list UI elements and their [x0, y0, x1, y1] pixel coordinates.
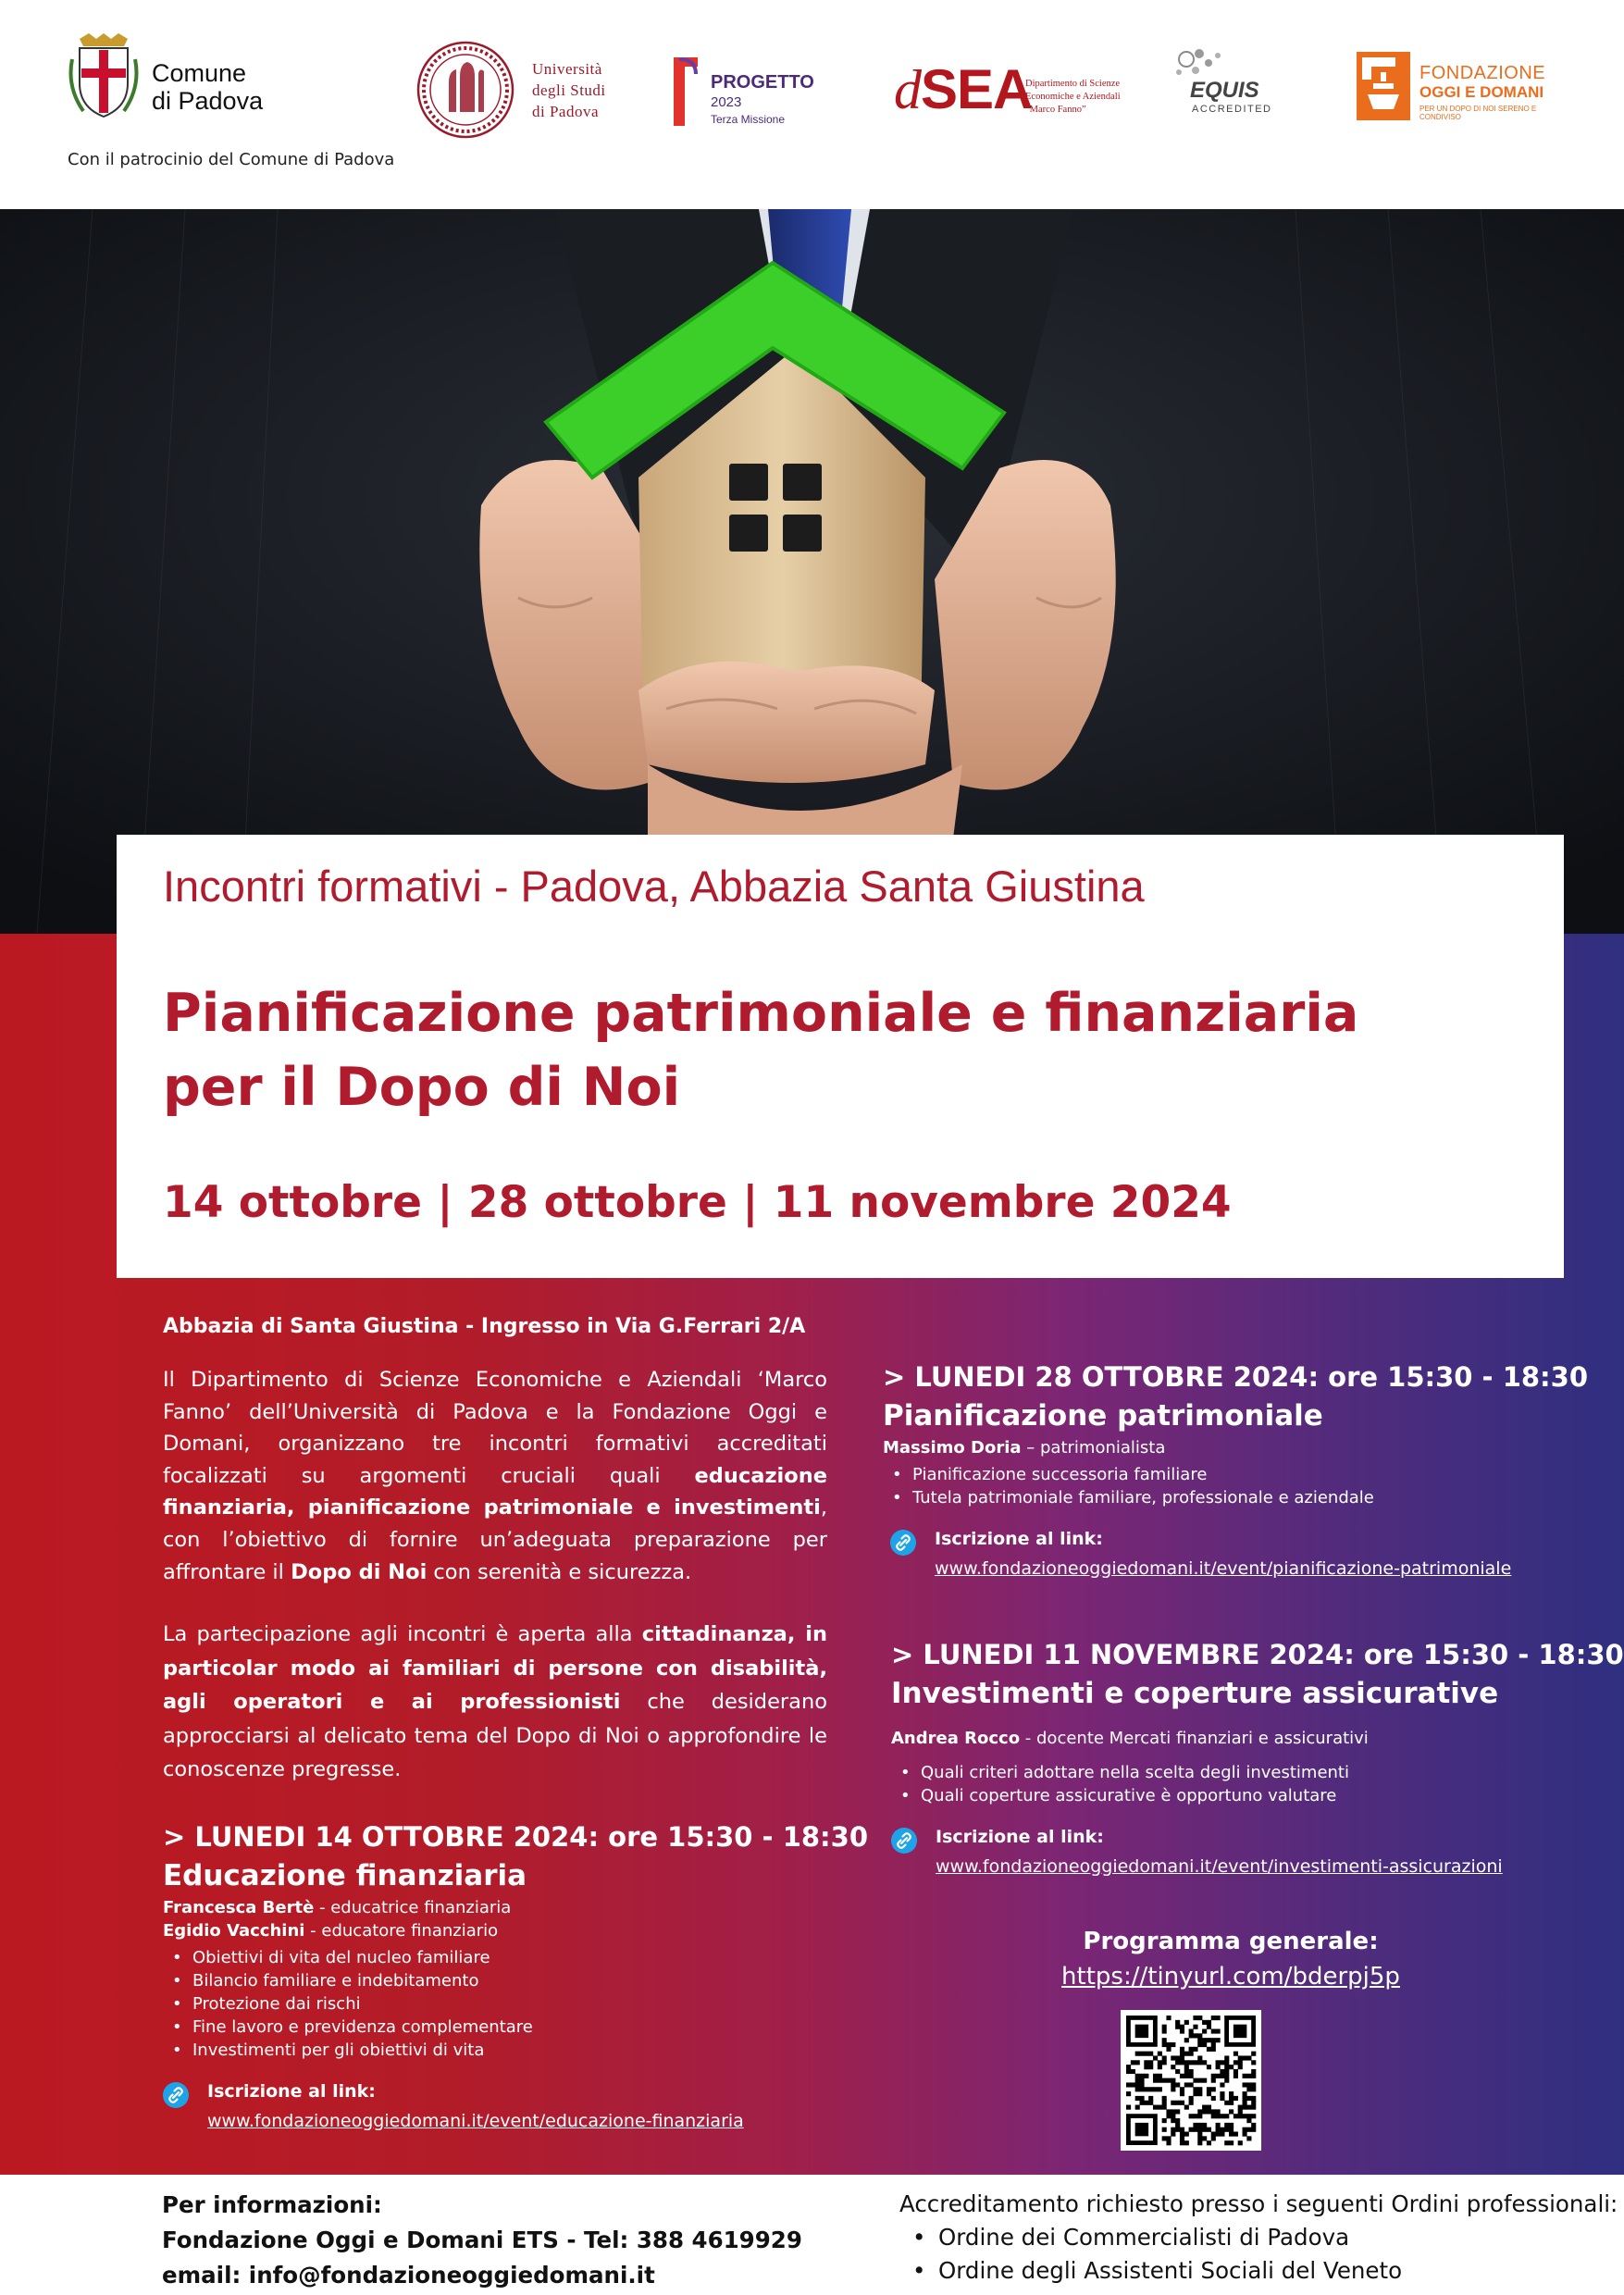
link-icon: [890, 1530, 916, 1556]
event-title: Pianificazione patrimoniale: [883, 1399, 1323, 1433]
fondazione-logo: [1357, 52, 1569, 126]
patrocinio-text: Con il patrocinio del Comune di Padova: [68, 150, 395, 169]
programma-label: Programma generale:: [1083, 1928, 1379, 1955]
accreditation-info: [899, 2188, 1618, 2288]
accreditation-heading: Accreditamento richiesto presso i seguenti Ordini professionali:: [899, 2190, 1618, 2217]
speaker: Massimo Doria – patrimonialista: [883, 1438, 1166, 1458]
fondazione-mark-icon: [1357, 52, 1410, 120]
contact-info: [162, 2188, 802, 2293]
padova-name-line1: Comune: [152, 59, 247, 87]
topic-list: [883, 1463, 1549, 1509]
event-date: > LUNEDI 14 OTTOBRE 2024: ore 15:30 - 18:30: [163, 1821, 869, 1853]
topic-item: • Obiettivi di vita del nucleo familiare: [163, 1946, 829, 1969]
topic-item: • Bilancio familiare e indebitamento: [163, 1969, 829, 1992]
topic-list: [163, 1946, 829, 2062]
progetto-line1: PROGETTO: [711, 72, 814, 93]
intro-paragraph-2: La partecipazione agli incontri è aperta alla cittadinanza, in particolar modo ai familiari di persone con disabilità, agli operatori e ai professionisti che desiderano approcciarsi al delicato tema del Dopo di Noi o approfondire le conoscenze pregresse.: [163, 1622, 827, 1781]
event-14-ottobre: [163, 1818, 869, 2138]
unipd-line1: Università: [532, 60, 602, 78]
venue-address: Abbazia di Santa Giustina - Ingresso in Via G.Ferrari 2/A: [163, 1315, 806, 1338]
intro-paragraph-1: Il Dipartimento di Scienze Economiche e Aziendali ‘Marco Fanno’ dell’Università di Padova e la Fondazione Oggi e Domani, organizzano tre incontri formativi accreditati focalizzati su argomenti cruciali quali educazione finanziaria, pianificazione patrimoniale e investimenti, con l’obiettivo di fornire un’adeguata preparazione per affrontare il Dopo di Noi con serenità e sicurezza.: [163, 1368, 827, 1584]
main-title-line2: per il Dopo di Noi: [163, 1057, 681, 1118]
link-icon: [891, 1828, 917, 1854]
equis-line2: ACCREDITED: [1192, 104, 1272, 115]
unipd-seal-icon: [415, 40, 515, 140]
padova-crest-icon: [67, 31, 141, 120]
padova-name-line2: di Padova: [152, 87, 264, 115]
speaker: Francesca Bertè - educatrice finanziaria: [163, 1898, 512, 1917]
link-icon: [163, 2082, 189, 2108]
dsea-wordmark: dSEA: [894, 58, 1033, 120]
topic-item: • Pianificazione successoria familiare: [883, 1463, 1549, 1486]
topic-item: • Quali criteri adottare nella scelta degli investimenti: [891, 1761, 1557, 1784]
contact-phone: Fondazione Oggi e Domani ETS - Tel: 388 4619929: [162, 2227, 802, 2253]
hands-holding-house-image: [0, 209, 1624, 934]
unipd-line2: degli Studi: [532, 81, 606, 99]
progetto-mark-icon: [672, 54, 700, 130]
registration-link: [890, 1526, 1549, 1585]
fondazione-line3: PER UN DOPO DI NOI SERENO E CONDIVISO: [1419, 105, 1537, 121]
progetto-line3: Terza Missione: [711, 113, 786, 126]
equis-line1: EQUIS: [1190, 78, 1259, 103]
topic-item: • Quali coperture assicurative è opportuno valutare: [891, 1784, 1557, 1807]
programma-generale: [981, 1925, 1481, 1995]
dsea-small1: Dipartimento di Scienze: [1025, 79, 1121, 89]
accreditation-item: • Ordine degli Assistenti Sociali del Veneto: [899, 2254, 1618, 2288]
event-title: Investimenti e coperture assicurative: [891, 1677, 1499, 1710]
hero-image: [0, 209, 1624, 934]
progetto-2023-logo: [672, 54, 829, 131]
unipd-logo: [415, 40, 647, 142]
progetto-line2: 2023: [711, 94, 742, 110]
topic-list: [891, 1761, 1557, 1807]
subtitle: Incontri formativi - Padova, Abbazia Santa Giustina: [163, 862, 1145, 911]
registration-link: [891, 1824, 1557, 1883]
event-date: > LUNEDI 11 NOVEMBRE 2024: ore 15:30 - 18:30: [891, 1639, 1624, 1670]
event-title: Educazione finanziaria: [163, 1859, 527, 1892]
registration-label: Iscrizione al link:: [207, 2081, 376, 2102]
event-28-ottobre: [883, 1358, 1589, 1585]
registration-url[interactable]: www.fondazioneoggiedomani.it/event/pianificazione-patrimoniale: [935, 1558, 1512, 1579]
topic-item: • Investimenti per gli obiettivi di vita: [163, 2039, 829, 2062]
dsea-logo: [894, 58, 1162, 126]
speaker: Egidio Vacchini - educatore finanziario: [163, 1921, 499, 1941]
title-box: [117, 835, 1564, 1278]
registration-label: Iscrizione al link:: [936, 1827, 1104, 1847]
fondazione-line2: OGGI E DOMANI: [1419, 83, 1544, 101]
registration-url[interactable]: www.fondazioneoggiedomani.it/event/investimenti-assicurazioni: [936, 1856, 1503, 1877]
header-logos: [0, 0, 1624, 209]
main-title-line1: Pianificazione patrimoniale e finanziaria: [163, 983, 1359, 1044]
dsea-small2: Economiche e Aziendali: [1025, 92, 1121, 102]
equis-logo: [1168, 46, 1288, 120]
registration-link: [163, 2078, 829, 2138]
registration-label: Iscrizione al link:: [935, 1529, 1103, 1549]
accreditation-list: [899, 2221, 1618, 2288]
topic-item: • Protezione dai rischi: [163, 1992, 829, 2016]
topic-item: • Tutela patrimoniale familiare, professionale e aziendale: [883, 1486, 1549, 1509]
programma-url[interactable]: https://tinyurl.com/bderpj5p: [1061, 1963, 1400, 1991]
comune-padova-logo: [67, 31, 289, 124]
speaker: Andrea Rocco - docente Mercati finanziari e assicurativi: [891, 1729, 1369, 1748]
topic-item: • Fine lavoro e previdenza complementare: [163, 2016, 829, 2039]
fondazione-line1: FONDAZIONE: [1419, 63, 1546, 83]
qr-code-icon: [1121, 2010, 1261, 2151]
main-title: [163, 976, 1532, 1124]
qr-code[interactable]: [1121, 2010, 1261, 2151]
event-dates: 14 ottobre | 28 ottobre | 11 novembre 2024: [163, 1177, 1232, 1228]
unipd-line3: di Padova: [532, 103, 600, 120]
accreditation-item: • Ordine dei Commercialisti di Padova: [899, 2221, 1618, 2254]
registration-url[interactable]: www.fondazioneoggiedomani.it/event/educazione-finanziaria: [207, 2111, 744, 2131]
event-11-novembre: [891, 1636, 1624, 1883]
contact-heading: Per informazioni:: [162, 2191, 382, 2218]
event-date: > LUNEDI 28 OTTOBRE 2024: ore 15:30 - 18:30: [883, 1361, 1589, 1393]
contact-email: email: info@fondazioneoggiedomani.it: [162, 2262, 655, 2289]
dsea-small3: “Marco Fanno”: [1025, 105, 1086, 115]
